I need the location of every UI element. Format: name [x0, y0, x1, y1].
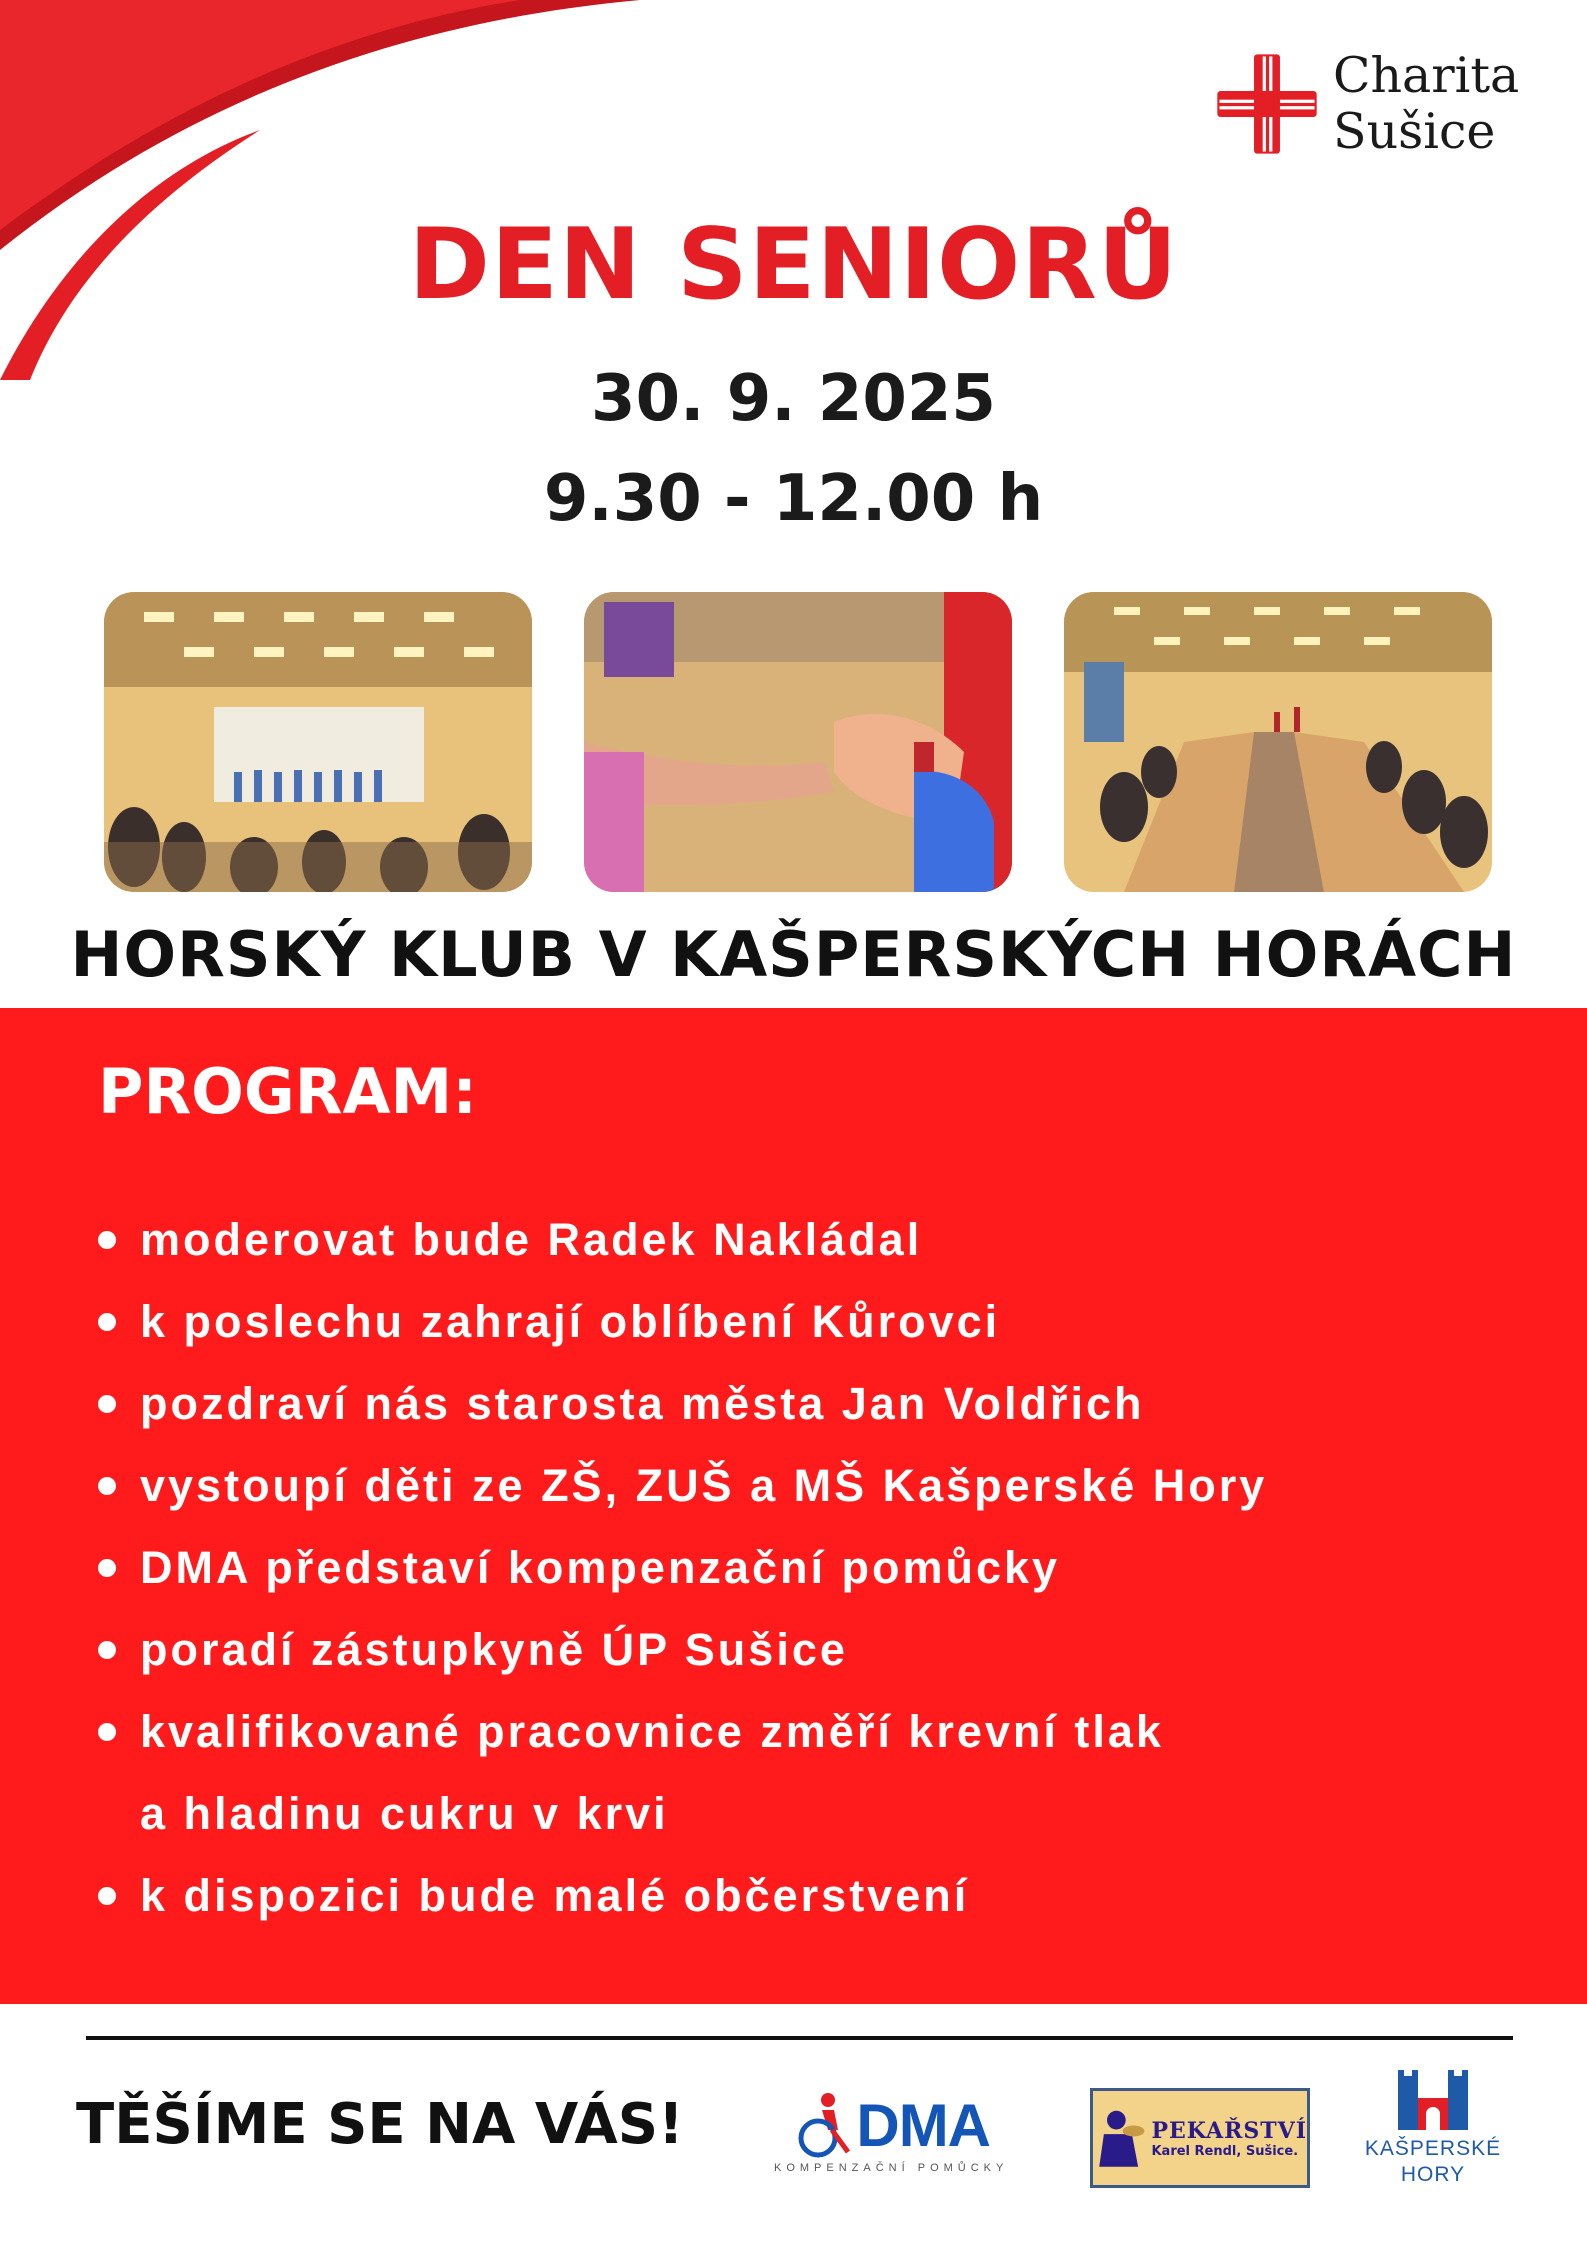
bullet-icon [98, 1477, 116, 1495]
logo-line-1: Charita [1333, 47, 1520, 104]
program-item-text: vystoupí děti ze ZŠ, ZUŠ a MŠ Kašperské Hory [140, 1460, 1268, 1511]
program-item-text: k poslechu zahrají oblíbení Kůrovci [140, 1296, 1001, 1347]
charita-logo-text [1333, 48, 1519, 160]
photo-blood-test [584, 592, 1012, 892]
bullet-icon [98, 1313, 116, 1331]
footer-divider [86, 2036, 1513, 2040]
event-date: 30. 9. 2025 [591, 362, 996, 436]
kh-line-2: HORY [1400, 2163, 1466, 2186]
logo-line-2: Sušice [1333, 103, 1496, 160]
program-item [92, 1367, 1267, 1449]
dma-logo [774, 2090, 1008, 2174]
event-venue: HORSKÝ KLUB V KAŠPERSKÝCH HORÁCH [70, 918, 1517, 991]
program-item-text: moderovat bude Radek Nakládal [140, 1214, 923, 1265]
program-item-text: poradí zástupkyně ÚP Sušice [140, 1624, 848, 1675]
pekarstvi-logo [1090, 2088, 1310, 2188]
event-time: 9.30 - 12.00 h [543, 462, 1044, 536]
program-item [92, 1203, 1267, 1285]
program-item-continuation [92, 1777, 1267, 1859]
program-item-text: pozdraví nás starosta města Jan Voldřich [140, 1378, 1145, 1429]
bullet-icon [98, 1723, 116, 1741]
castle-towers-icon [1394, 2068, 1472, 2130]
program-list [92, 1203, 1267, 1941]
bullet-icon [98, 1231, 116, 1249]
program-item [92, 1613, 1267, 1695]
bullet-icon [98, 1641, 116, 1659]
pekarstvi-name: PEKAŘSTVÍ [1151, 2117, 1307, 2144]
dma-subtitle: KOMPENZAČNÍ POMŮCKY [774, 2162, 1009, 2174]
program-heading: PROGRAM: [98, 1055, 477, 1128]
program-item [92, 1285, 1267, 1367]
bullet-icon [98, 1559, 116, 1577]
closing-text: TĚŠÍME SE NA VÁS! [76, 2092, 684, 2157]
dma-name: DMA [856, 2091, 990, 2159]
program-item-text: k dispozici bude malé občerstvení [140, 1870, 970, 1921]
pekarstvi-subtitle: Karel Rendl, Sušice. [1151, 2143, 1299, 2159]
kh-line-1: KAŠPERSKÉ [1364, 2137, 1502, 2160]
program-item-text: a hladinu cukru v krvi [140, 1788, 669, 1839]
bullet-icon [98, 1395, 116, 1413]
baker-figure-icon [1093, 2093, 1147, 2183]
program-item [92, 1531, 1267, 1613]
photo-seniors-tables [1064, 592, 1492, 892]
program-item-text: DMA představí kompenzační pomůcky [140, 1542, 1061, 1593]
bullet-icon [98, 1887, 116, 1905]
red-swoosh-decoration [0, 0, 640, 380]
charita-logo [1213, 48, 1519, 160]
event-title: DEN SENIORŮ [408, 208, 1179, 322]
photo-hall-performance [104, 592, 532, 892]
program-item-text: kvalifikované pracovnice změří krevní tlak [140, 1706, 1164, 1757]
red-cross-flames-icon [1213, 50, 1321, 158]
wheelchair-figure-icon [792, 2090, 856, 2160]
program-item [92, 1449, 1267, 1531]
program-item [92, 1695, 1267, 1777]
program-item [92, 1859, 1267, 1941]
kasperske-hory-logo [1358, 2068, 1508, 2188]
